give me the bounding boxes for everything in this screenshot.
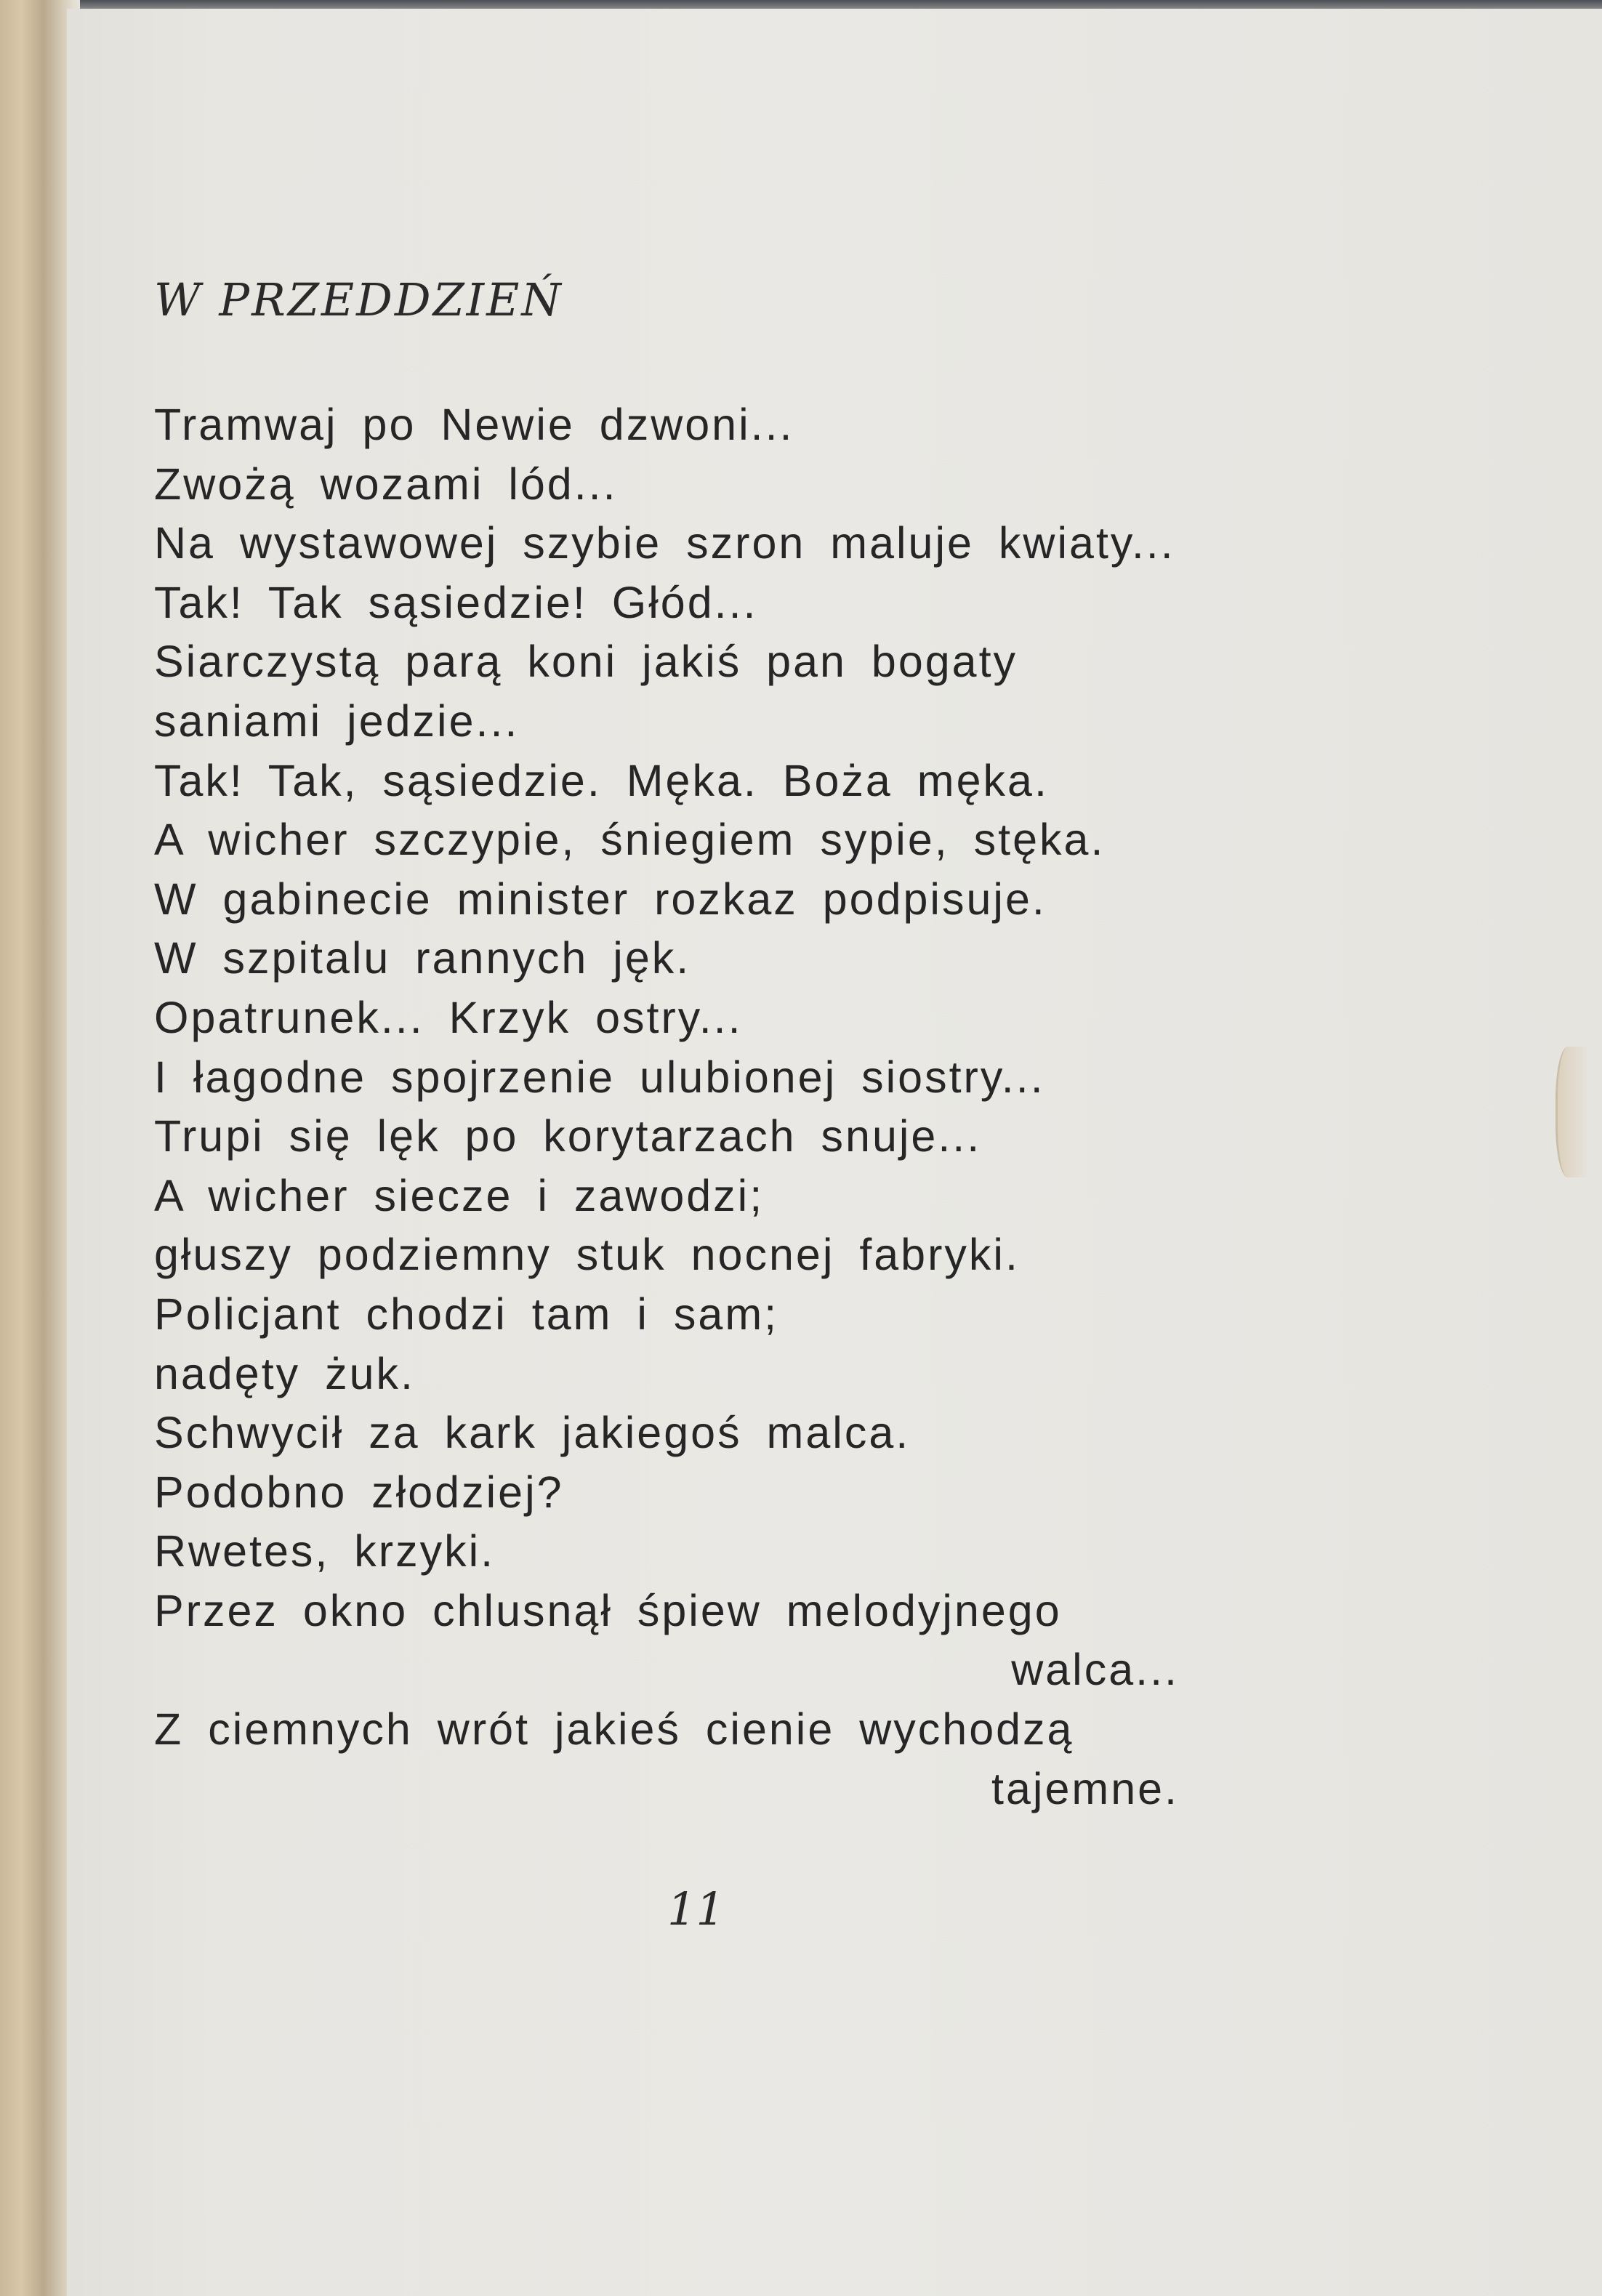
poem-line: A wicher siecze i zawodzi; [154, 1170, 765, 1220]
poem-line: I łagodne spojrzenie ulubionej siostry... [154, 1052, 1045, 1102]
poem-line: Tramwaj po Newie dzwoni... [154, 400, 794, 449]
page-tear [1555, 1047, 1587, 1177]
poem-line: Tak! Tak sąsiedzie! Głód... [154, 577, 758, 627]
poem-line: Rwetes, krzyki. [154, 1526, 496, 1576]
poem-line: Przez okno chlusnął śpiew melodyjnego [154, 1585, 1062, 1635]
poem-line: A wicher szczypie, śniegiem sypie, stęka. [154, 815, 1106, 865]
poem-line: nadęty żuk. [154, 1348, 415, 1398]
poem-line: głuszy podziemny stuk nocnej fabryki. [154, 1230, 1020, 1280]
poem-line: Na wystawowej szybie szron maluje kwiaty... [154, 518, 1175, 568]
page-number: 11 [667, 1882, 725, 1936]
poem-line-continuation: tajemne. [991, 1763, 1179, 1813]
poem-line: Z ciemnych wrót jakieś cienie wychodzą [154, 1704, 1074, 1755]
poem-line: Policjant chodzi tam i sam; [154, 1289, 779, 1339]
poem-line-continuation: walca... [1011, 1645, 1179, 1695]
poem-title: W PRZEDDZIEŃ [154, 273, 563, 326]
poem-line: Siarczystą parą koni jakiś pan bogaty [154, 637, 1018, 687]
poem-line: Tak! Tak, sąsiedzie. Męka. Boża męka. [154, 755, 1049, 805]
poem-line: saniami jedzie... [154, 696, 520, 746]
poem-line: Trupi się lęk po korytarzach snuje... [154, 1111, 982, 1161]
poem-line: W gabinecie minister rozkaz podpisuje. [154, 874, 1047, 924]
poem-line: W szpitalu rannych jęk. [154, 933, 691, 983]
poem-line: Schwycił za kark jakiegoś malca. [154, 1408, 911, 1458]
poem-line: Opatrunek... Krzyk ostry... [154, 992, 743, 1042]
poem-line: Podobno złodziej? [154, 1467, 564, 1517]
poem-line: Zwożą wozami lód... [154, 459, 618, 509]
poem-body [154, 395, 1244, 1818]
